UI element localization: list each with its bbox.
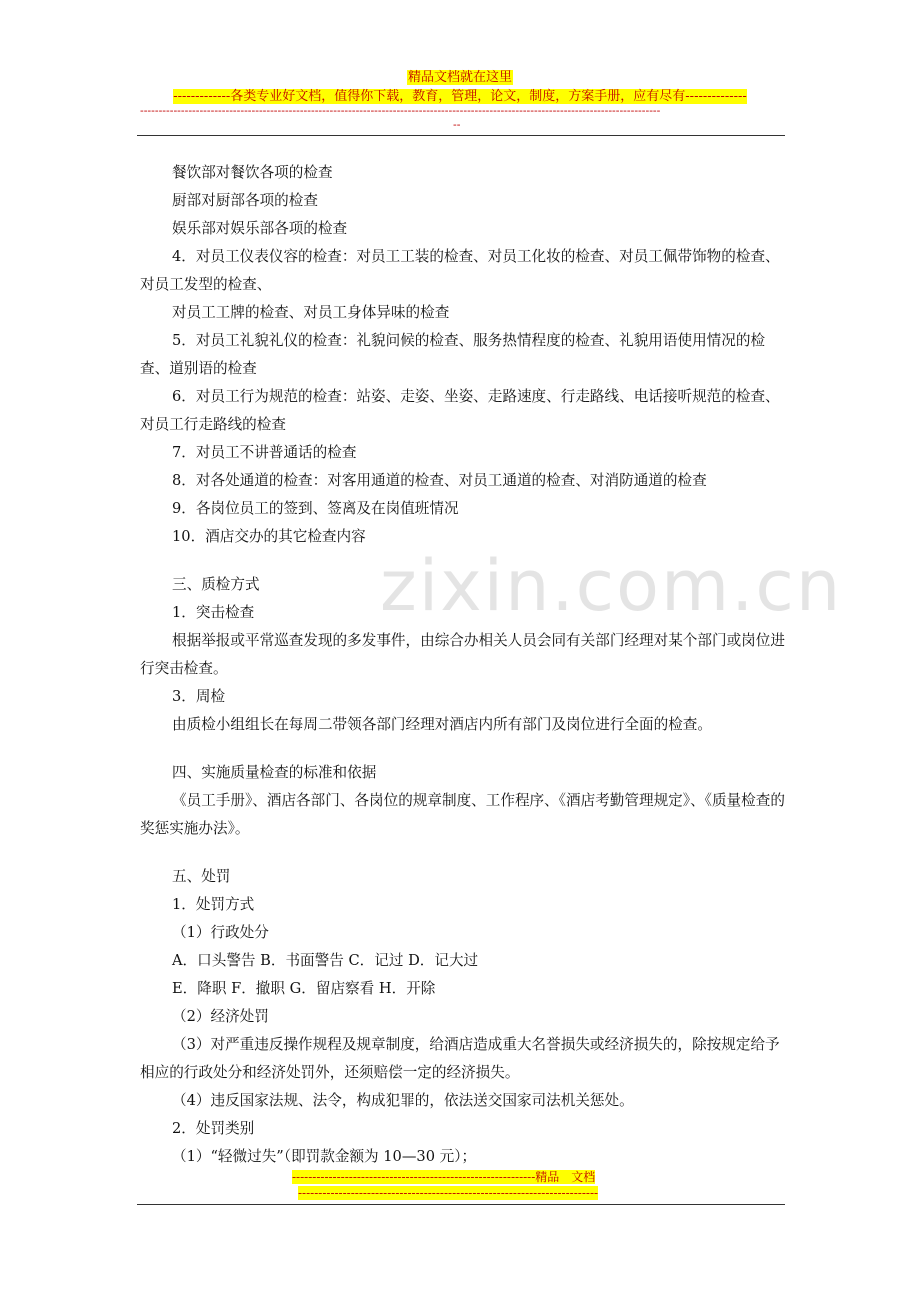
body-line: 6．对员工行为规范的检查：站姿、走姿、坐姿、走路速度、行走路线、电话接听规范的检查、对员工行走路线的检查 xyxy=(140,388,780,433)
footer-rule xyxy=(137,1204,785,1205)
header-title: 精品文档就在这里 xyxy=(407,70,512,85)
body-line: （3）对严重违反操作规程及规章制度，给酒店造成重大名誉损失或经济损失的，除按规定给予相应的行政处分和经济处罚外，还须赔偿一定的经济损失。 xyxy=(140,1036,780,1081)
footer-line-2: -------------------------------------------------------------------------- xyxy=(298,1186,599,1200)
header-dash-tail: -- xyxy=(453,118,461,131)
section-heading: 三、质检方式 xyxy=(172,576,260,593)
body-line: 娱乐部对娱乐部各项的检查 xyxy=(172,220,348,237)
body-line: 对员工工牌的检查、对员工身体异味的检查 xyxy=(172,304,450,321)
body-line: 8．对各处通道的检查：对客用通道的检查、对员工通道的检查、对消防通道的检查 xyxy=(172,472,707,489)
body-line: 根据举报或平常巡查发现的多发事件，由综合办相关人员会同有关部门经理对某个部门或岗位进行突击检查。 xyxy=(140,632,785,677)
body-line: 4．对员工仪表仪容的检查：对员工工装的检查、对员工化妆的检查、对员工佩带饰物的检查、对员工发型的检查、 xyxy=(140,248,780,293)
section-heading: 四、实施质量检查的标准和依据 xyxy=(172,764,377,781)
body-line: 餐饮部对餐饮各项的检查 xyxy=(172,164,333,181)
body-line: 5．对员工礼貌礼仪的检查：礼貌问候的检查、服务热情程度的检查、礼貌用语使用情况的检查、道别语的检查 xyxy=(140,332,766,377)
body-line: 《员工手册》、酒店各部门、各岗位的规章制度、工作程序、《酒店考勤管理规定》、《质量检查的奖惩实施办法》。 xyxy=(140,792,785,837)
header-rule xyxy=(137,135,785,136)
body-line: 1．处罚方式 xyxy=(172,896,255,913)
header-subtitle: -------------各类专业好文档，值得你下载，教育，管理，论文，制度，方案手册，应有尽有-------------- xyxy=(173,89,747,104)
body-line: E．降职 F．撤职 G．留店察看 H．开除 xyxy=(172,980,436,997)
body-line: 10．酒店交办的其它检查内容 xyxy=(172,528,366,545)
header-dash-line: -------------------------------------------------------------------------------------------------------------------------------------------- xyxy=(140,104,661,117)
body-line: 7．对员工不讲普通话的检查 xyxy=(172,444,357,461)
body-line: 厨部对厨部各项的检查 xyxy=(172,192,318,209)
body-line: （1）行政处分 xyxy=(172,924,269,941)
section-heading: 五、处罚 xyxy=(172,868,231,885)
document-body xyxy=(140,159,785,1171)
body-line: （2）经济处罚 xyxy=(172,1008,269,1025)
body-line: 2．处罚类别 xyxy=(172,1120,255,1137)
body-line: 9．各岗位员工的签到、签离及在岗值班情况 xyxy=(172,500,459,517)
watermark: zixin.com.cn xyxy=(380,545,843,627)
body-line: 由质检小组组长在每周二带领各部门经理对酒店内所有部门及岗位进行全面的检查。 xyxy=(172,716,712,733)
body-line: 1．突击检查 xyxy=(172,604,255,621)
body-line: 3．周检 xyxy=(172,688,226,705)
body-line: （4）违反国家法规、法令，构成犯罪的，依法送交国家司法机关惩处。 xyxy=(172,1092,634,1109)
footer-line-1: ------------------------------------------------------------精品 文档 xyxy=(292,1170,596,1184)
body-line: （1）“轻微过失”（即罚款金额为 10—30 元）； xyxy=(172,1148,477,1165)
body-line: A．口头警告 B．书面警告 C．记过 D．记大过 xyxy=(172,952,479,969)
